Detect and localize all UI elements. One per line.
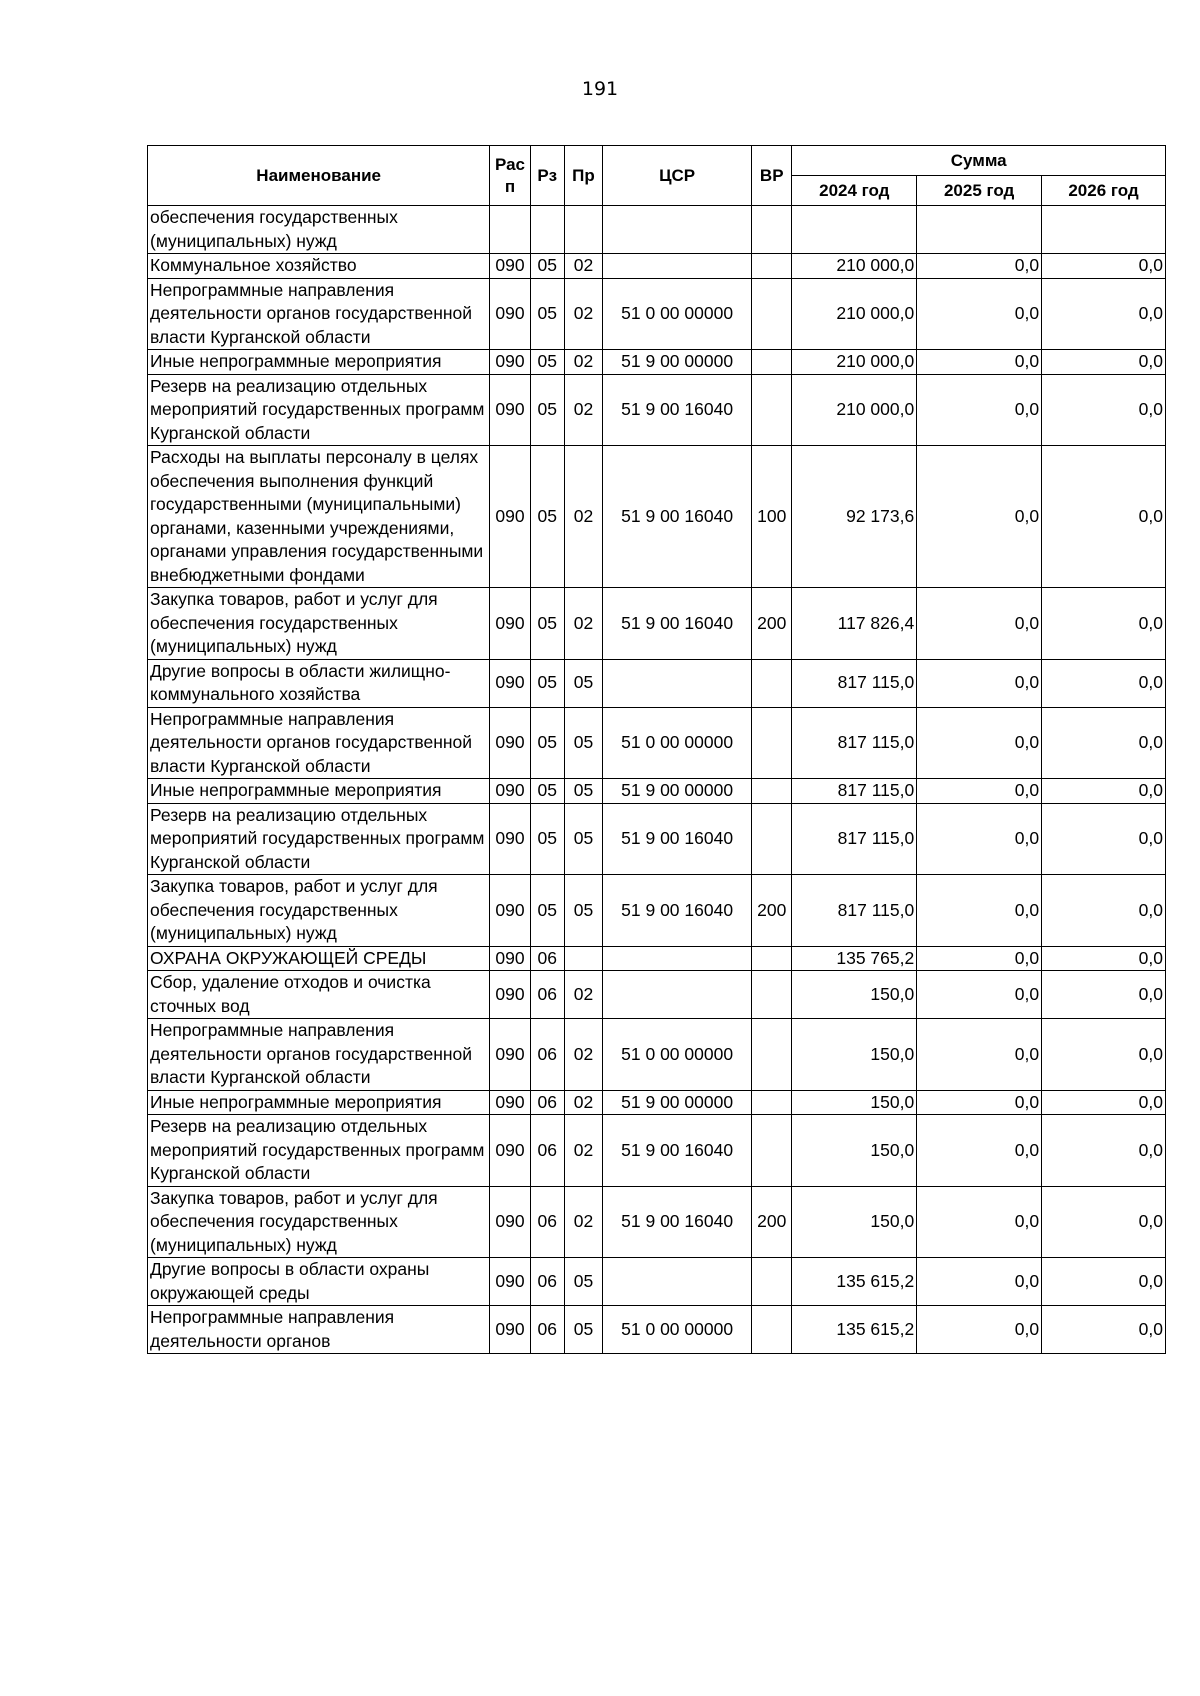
cell-y2025 (917, 206, 1042, 254)
header-pr: Пр (564, 146, 602, 206)
cell-name: Иные непрограммные мероприятия (148, 350, 490, 375)
cell-vr (752, 1019, 792, 1091)
cell-pr: 02 (564, 971, 602, 1019)
cell-y2025: 0,0 (917, 946, 1042, 971)
cell-name: Непрограммные направления деятельности органов государственной власти Курганской области (148, 278, 490, 350)
cell-name: Резерв на реализацию отдельных мероприятий государственных программ Курганской области (148, 1115, 490, 1187)
cell-rasp: 090 (490, 254, 530, 279)
cell-pr: 02 (564, 446, 602, 588)
cell-y2024: 817 115,0 (792, 659, 917, 707)
cell-vr (752, 1306, 792, 1354)
cell-vr (752, 278, 792, 350)
header-name: Наименование (148, 146, 490, 206)
cell-y2026: 0,0 (1042, 1186, 1166, 1258)
cell-y2026: 0,0 (1042, 1306, 1166, 1354)
cell-y2026: 0,0 (1042, 1090, 1166, 1115)
cell-rz: 06 (530, 1090, 564, 1115)
cell-rasp: 090 (490, 779, 530, 804)
cell-y2025: 0,0 (917, 779, 1042, 804)
cell-vr (752, 374, 792, 446)
cell-vr (752, 206, 792, 254)
cell-rz: 06 (530, 1115, 564, 1187)
cell-rz: 05 (530, 374, 564, 446)
table-row (148, 254, 1166, 279)
cell-y2024: 150,0 (792, 1019, 917, 1091)
cell-y2025: 0,0 (917, 588, 1042, 660)
cell-rz: 05 (530, 875, 564, 947)
cell-vr (752, 946, 792, 971)
cell-y2026: 0,0 (1042, 254, 1166, 279)
cell-y2026: 0,0 (1042, 374, 1166, 446)
cell-pr: 05 (564, 803, 602, 875)
cell-csr: 51 0 00 00000 (603, 1306, 752, 1354)
cell-name: обеспечения государственных (муниципальных) нужд (148, 206, 490, 254)
cell-y2025: 0,0 (917, 254, 1042, 279)
cell-pr: 05 (564, 1258, 602, 1306)
table-row (148, 875, 1166, 947)
cell-name: Резерв на реализацию отдельных мероприятий государственных программ Курганской области (148, 374, 490, 446)
cell-rasp: 090 (490, 875, 530, 947)
table-row (148, 1258, 1166, 1306)
cell-y2025: 0,0 (917, 707, 1042, 779)
cell-rasp: 090 (490, 1258, 530, 1306)
table-row (148, 803, 1166, 875)
cell-vr (752, 707, 792, 779)
cell-y2024: 817 115,0 (792, 875, 917, 947)
table-row (148, 707, 1166, 779)
cell-rz: 05 (530, 803, 564, 875)
cell-y2024: 150,0 (792, 1090, 917, 1115)
cell-rasp: 090 (490, 659, 530, 707)
cell-name: Резерв на реализацию отдельных мероприятий государственных программ Курганской области (148, 803, 490, 875)
cell-vr: 200 (752, 1186, 792, 1258)
table-row (148, 1115, 1166, 1187)
cell-csr: 51 9 00 16040 (603, 875, 752, 947)
cell-pr: 02 (564, 1019, 602, 1091)
cell-rz: 05 (530, 588, 564, 660)
cell-y2024: 210 000,0 (792, 374, 917, 446)
cell-csr: 51 9 00 16040 (603, 374, 752, 446)
cell-vr: 200 (752, 875, 792, 947)
cell-y2026: 0,0 (1042, 659, 1166, 707)
cell-y2024: 210 000,0 (792, 350, 917, 375)
cell-y2024: 817 115,0 (792, 707, 917, 779)
cell-y2024: 135 615,2 (792, 1306, 917, 1354)
cell-vr (752, 1258, 792, 1306)
cell-csr: 51 9 00 00000 (603, 350, 752, 375)
cell-pr: 05 (564, 1306, 602, 1354)
cell-rz: 06 (530, 971, 564, 1019)
cell-rz: 06 (530, 1306, 564, 1354)
cell-y2025: 0,0 (917, 1258, 1042, 1306)
table-row (148, 1019, 1166, 1091)
cell-csr: 51 9 00 16040 (603, 588, 752, 660)
cell-csr: 51 9 00 16040 (603, 1186, 752, 1258)
cell-y2024: 210 000,0 (792, 278, 917, 350)
cell-y2026: 0,0 (1042, 446, 1166, 588)
cell-y2026: 0,0 (1042, 779, 1166, 804)
cell-csr: 51 9 00 16040 (603, 1115, 752, 1187)
cell-y2024: 150,0 (792, 1186, 917, 1258)
header-vr: ВР (752, 146, 792, 206)
cell-y2024: 150,0 (792, 971, 917, 1019)
cell-y2024 (792, 206, 917, 254)
cell-name: Другие вопросы в области охраны окружающей среды (148, 1258, 490, 1306)
cell-rz: 05 (530, 278, 564, 350)
cell-csr: 51 9 00 16040 (603, 803, 752, 875)
cell-y2024: 117 826,4 (792, 588, 917, 660)
cell-pr: 05 (564, 875, 602, 947)
cell-y2025: 0,0 (917, 1090, 1042, 1115)
cell-y2026: 0,0 (1042, 278, 1166, 350)
cell-vr (752, 1115, 792, 1187)
cell-rasp: 090 (490, 707, 530, 779)
cell-pr: 02 (564, 254, 602, 279)
cell-y2025: 0,0 (917, 659, 1042, 707)
cell-rz: 05 (530, 350, 564, 375)
cell-rasp: 090 (490, 803, 530, 875)
table-row (148, 779, 1166, 804)
cell-name: Закупка товаров, работ и услуг для обеспечения государственных (муниципальных) нужд (148, 875, 490, 947)
cell-y2026: 0,0 (1042, 1115, 1166, 1187)
cell-pr: 02 (564, 1186, 602, 1258)
cell-y2024: 92 173,6 (792, 446, 917, 588)
cell-vr (752, 1090, 792, 1115)
cell-pr (564, 946, 602, 971)
cell-csr (603, 254, 752, 279)
cell-rz: 06 (530, 946, 564, 971)
table-row (148, 1186, 1166, 1258)
header-csr: ЦСР (603, 146, 752, 206)
cell-rz: 06 (530, 1019, 564, 1091)
cell-vr (752, 254, 792, 279)
cell-y2025: 0,0 (917, 1186, 1042, 1258)
cell-rasp: 090 (490, 1306, 530, 1354)
cell-rasp: 090 (490, 588, 530, 660)
cell-vr (752, 350, 792, 375)
table-row (148, 1090, 1166, 1115)
cell-y2025: 0,0 (917, 350, 1042, 375)
cell-rz: 05 (530, 446, 564, 588)
cell-y2024: 135 765,2 (792, 946, 917, 971)
cell-rasp: 090 (490, 1019, 530, 1091)
cell-y2026: 0,0 (1042, 803, 1166, 875)
cell-y2024: 135 615,2 (792, 1258, 917, 1306)
cell-y2025: 0,0 (917, 374, 1042, 446)
cell-name: Сбор, удаление отходов и очистка сточных вод (148, 971, 490, 1019)
cell-name: Иные непрограммные мероприятия (148, 1090, 490, 1115)
cell-y2024: 817 115,0 (792, 779, 917, 804)
table-row (148, 946, 1166, 971)
cell-rz: 06 (530, 1258, 564, 1306)
cell-rasp: 090 (490, 446, 530, 588)
cell-pr: 02 (564, 350, 602, 375)
cell-pr: 05 (564, 659, 602, 707)
cell-y2024: 210 000,0 (792, 254, 917, 279)
cell-vr (752, 803, 792, 875)
cell-rasp: 090 (490, 278, 530, 350)
cell-csr: 51 9 00 16040 (603, 446, 752, 588)
cell-name: ОХРАНА ОКРУЖАЮЩЕЙ СРЕДЫ (148, 946, 490, 971)
cell-rasp: 090 (490, 1115, 530, 1187)
cell-y2025: 0,0 (917, 446, 1042, 588)
cell-pr: 02 (564, 1115, 602, 1187)
header-year-2024: 2024 год (792, 176, 917, 206)
cell-y2025: 0,0 (917, 971, 1042, 1019)
cell-y2025: 0,0 (917, 1115, 1042, 1187)
cell-rz: 06 (530, 1186, 564, 1258)
cell-name: Закупка товаров, работ и услуг для обеспечения государственных (муниципальных) нужд (148, 1186, 490, 1258)
cell-y2026: 0,0 (1042, 588, 1166, 660)
cell-csr: 51 9 00 00000 (603, 1090, 752, 1115)
table-row (148, 206, 1166, 254)
cell-pr: 05 (564, 779, 602, 804)
cell-name: Коммунальное хозяйство (148, 254, 490, 279)
cell-csr: 51 0 00 00000 (603, 707, 752, 779)
table-row (148, 446, 1166, 588)
cell-rasp: 090 (490, 374, 530, 446)
cell-pr (564, 206, 602, 254)
cell-rz (530, 206, 564, 254)
cell-vr (752, 659, 792, 707)
cell-pr: 02 (564, 278, 602, 350)
table-row (148, 971, 1166, 1019)
cell-csr: 51 0 00 00000 (603, 278, 752, 350)
cell-name: Иные непрограммные мероприятия (148, 779, 490, 804)
cell-rasp: 090 (490, 971, 530, 1019)
header-sum: Сумма (792, 146, 1166, 176)
cell-pr: 02 (564, 588, 602, 660)
table-row (148, 278, 1166, 350)
cell-pr: 02 (564, 1090, 602, 1115)
cell-vr (752, 779, 792, 804)
cell-y2025: 0,0 (917, 1019, 1042, 1091)
cell-name: Закупка товаров, работ и услуг для обеспечения государственных (муниципальных) нужд (148, 588, 490, 660)
cell-rasp: 090 (490, 1090, 530, 1115)
cell-vr: 100 (752, 446, 792, 588)
cell-y2026 (1042, 206, 1166, 254)
header-rasp: Рас п (490, 146, 530, 206)
cell-y2025: 0,0 (917, 1306, 1042, 1354)
cell-y2025: 0,0 (917, 278, 1042, 350)
cell-y2024: 817 115,0 (792, 803, 917, 875)
cell-y2026: 0,0 (1042, 971, 1166, 1019)
cell-rasp (490, 206, 530, 254)
cell-rz: 05 (530, 254, 564, 279)
cell-rasp: 090 (490, 350, 530, 375)
cell-rz: 05 (530, 659, 564, 707)
cell-name: Непрограммные направления деятельности органов государственной власти Курганской области (148, 1019, 490, 1091)
cell-csr: 51 0 00 00000 (603, 1019, 752, 1091)
cell-name: Непрограммные направления деятельности органов (148, 1306, 490, 1354)
table-row (148, 350, 1166, 375)
cell-rz: 05 (530, 779, 564, 804)
cell-csr (603, 659, 752, 707)
cell-name: Расходы на выплаты персоналу в целях обеспечения выполнения функций государственными (муниципальными) органами, казенными учреждениями, органами управления государственными внебюджетными фондами (148, 446, 490, 588)
cell-y2026: 0,0 (1042, 1258, 1166, 1306)
header-year-2025: 2025 год (917, 176, 1042, 206)
cell-rasp: 090 (490, 946, 530, 971)
cell-y2026: 0,0 (1042, 350, 1166, 375)
cell-name: Непрограммные направления деятельности органов государственной власти Курганской области (148, 707, 490, 779)
cell-csr (603, 946, 752, 971)
cell-csr (603, 1258, 752, 1306)
cell-vr: 200 (752, 588, 792, 660)
cell-y2026: 0,0 (1042, 1019, 1166, 1091)
cell-y2025: 0,0 (917, 803, 1042, 875)
table-row (148, 1306, 1166, 1354)
cell-pr: 02 (564, 374, 602, 446)
cell-y2026: 0,0 (1042, 946, 1166, 971)
cell-rasp: 090 (490, 1186, 530, 1258)
cell-csr (603, 971, 752, 1019)
header-rz: Рз (530, 146, 564, 206)
table-row (148, 588, 1166, 660)
cell-name: Другие вопросы в области жилищно-коммунального хозяйства (148, 659, 490, 707)
table-row (148, 659, 1166, 707)
cell-y2024: 150,0 (792, 1115, 917, 1187)
header-year-2026: 2026 год (1042, 176, 1166, 206)
cell-y2026: 0,0 (1042, 707, 1166, 779)
cell-csr: 51 9 00 00000 (603, 779, 752, 804)
cell-y2026: 0,0 (1042, 875, 1166, 947)
cell-csr (603, 206, 752, 254)
budget-table (147, 145, 1166, 1354)
cell-rz: 05 (530, 707, 564, 779)
cell-vr (752, 971, 792, 1019)
cell-pr: 05 (564, 707, 602, 779)
page-number: 191 (581, 78, 619, 100)
table-row (148, 374, 1166, 446)
cell-y2025: 0,0 (917, 875, 1042, 947)
